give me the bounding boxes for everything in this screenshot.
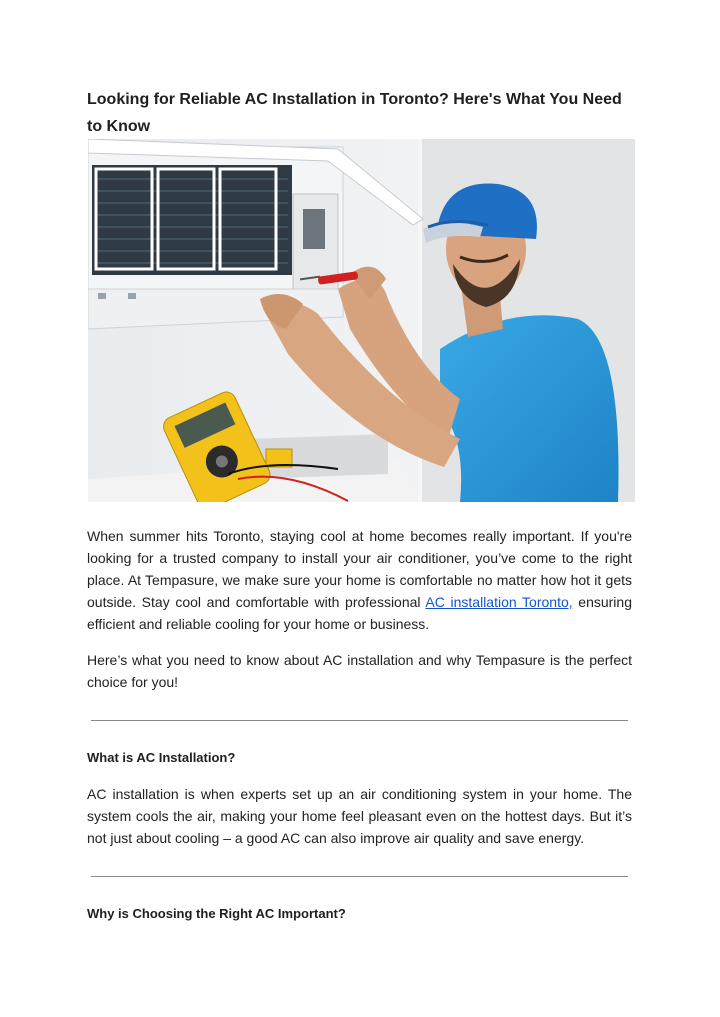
intro-text-after-link: ensuring efficient and reliable cooling for your home or business.	[87, 594, 632, 632]
technician-illustration	[88, 139, 635, 502]
section-heading-what-is-ac: What is AC Installation?	[87, 750, 236, 765]
intro-paragraph	[87, 525, 632, 635]
lead-paragraph: Here’s what you need to know about AC installation and why Tempasure is the perfect choice for you!	[87, 652, 632, 690]
section-heading-why-choose: Why is Choosing the Right AC Important?	[87, 906, 346, 921]
article-title: Looking for Reliable AC Installation in Toronto? Here's What You Need to Know	[87, 91, 622, 135]
section-what-is-ac-body: AC installation is when experts set up an air conditioning system in your home. The system cools the air, making your home feel pleasant even on the hottest days. But it’s not just about cooling – a good AC can also improve air quality and save energy.	[87, 786, 632, 846]
hero-image	[88, 139, 635, 502]
intro-text-before-link: When summer hits Toronto, staying cool at home becomes really important. If you're looking for a trusted company to install your air conditioner, you’ve come to the right place. At Tempasure, we make sure your home is comfortable no matter how hot it gets outside. Stay cool and comfortable with professional	[87, 528, 632, 610]
section-divider	[91, 720, 628, 721]
section-divider	[91, 876, 628, 877]
ac-installation-toronto-link[interactable]: AC installation Toronto,	[425, 594, 573, 610]
